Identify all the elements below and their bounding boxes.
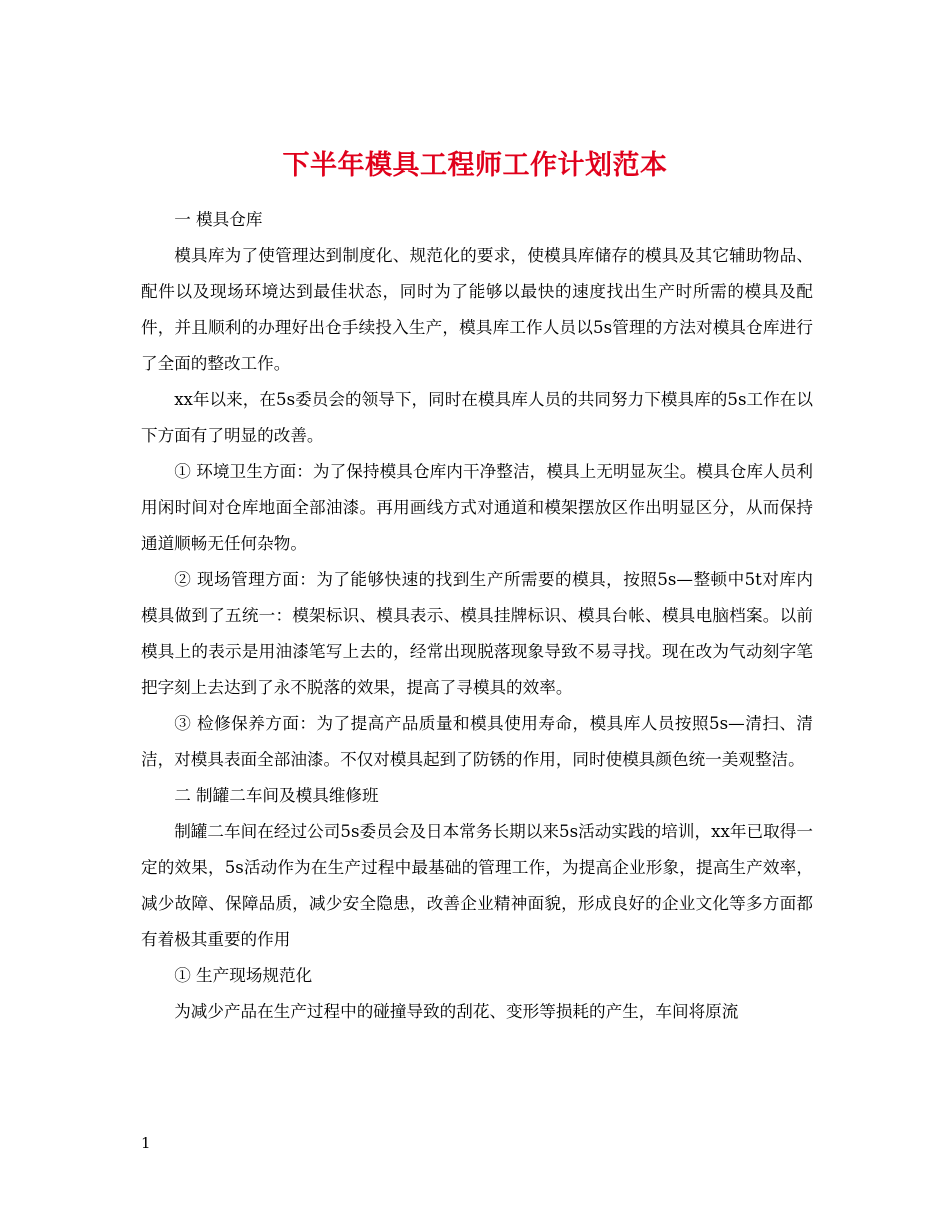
paragraph: ③ 检修保养方面：为了提高产品质量和模具使用寿命，模具库人员按照5s—清扫、清洁，对模具表面全部油漆。不仅对模具起到了防锈的作用，同时使模具颜色统一美观整洁。 — [141, 714, 813, 769]
paragraph: xx年以来，在5s委员会的领导下，同时在模具库人员的共同努力下模具库的5s工作在以下方面有了明显的改善。 — [141, 390, 813, 445]
paragraph: 模具库为了使管理达到制度化、规范化的要求，使模具库储存的模具及其它辅助物品、配件以及现场环境达到最佳状态，同时为了能够以最快的速度找出生产时所需的模具及配件，并且顺利的办理好出仓手续投入生产，模具库工作人员以5s管理的方法对模具仓库进行了全面的整改工作。 — [141, 246, 813, 373]
document-body — [141, 202, 813, 1030]
paragraph: 制罐二车间在经过公司5s委员会及日本常务长期以来5s活动实践的培训，xx年已取得一定的效果，5s活动作为在生产过程中最基础的管理工作，为提高企业形象，提高生产效率，减少故障、保障品质，减少安全隐患，改善企业精神面貌，形成良好的企业文化等多方面都有着极其重要的作用 — [141, 822, 813, 949]
section-heading-mold-warehouse: 一 模具仓库 — [174, 210, 263, 229]
section-heading-can-workshop: 二 制罐二车间及模具维修班 — [174, 786, 379, 805]
paragraph: ② 现场管理方面：为了能够快速的找到生产所需要的模具，按照5s—整顿中5t对库内模具做到了五统一：模架标识、模具表示、模具挂牌标识、模具台帐、模具电脑档案。以前模具上的表示是用油漆笔写上去的，经常出现脱落现象导致不易寻找。现在改为气动刻字笔把字刻上去达到了永不脱落的效果，提高了寻模具的效率。 — [141, 570, 813, 697]
page-number: 1 — [141, 1134, 151, 1152]
paragraph: ① 环境卫生方面：为了保持模具仓库内干净整洁，模具上无明显灰尘。模具仓库人员利用闲时间对仓库地面全部油漆。再用画线方式对通道和模架摆放区作出明显区分，从而保持通道顺畅无任何杂物。 — [141, 462, 813, 553]
subheading-production-site: ① 生产现场规范化 — [174, 966, 313, 985]
document-title: 下半年模具工程师工作计划范本 — [282, 150, 668, 182]
paragraph: 为减少产品在生产过程中的碰撞导致的刮花、变形等损耗的产生，车间将原流 — [174, 1002, 739, 1021]
